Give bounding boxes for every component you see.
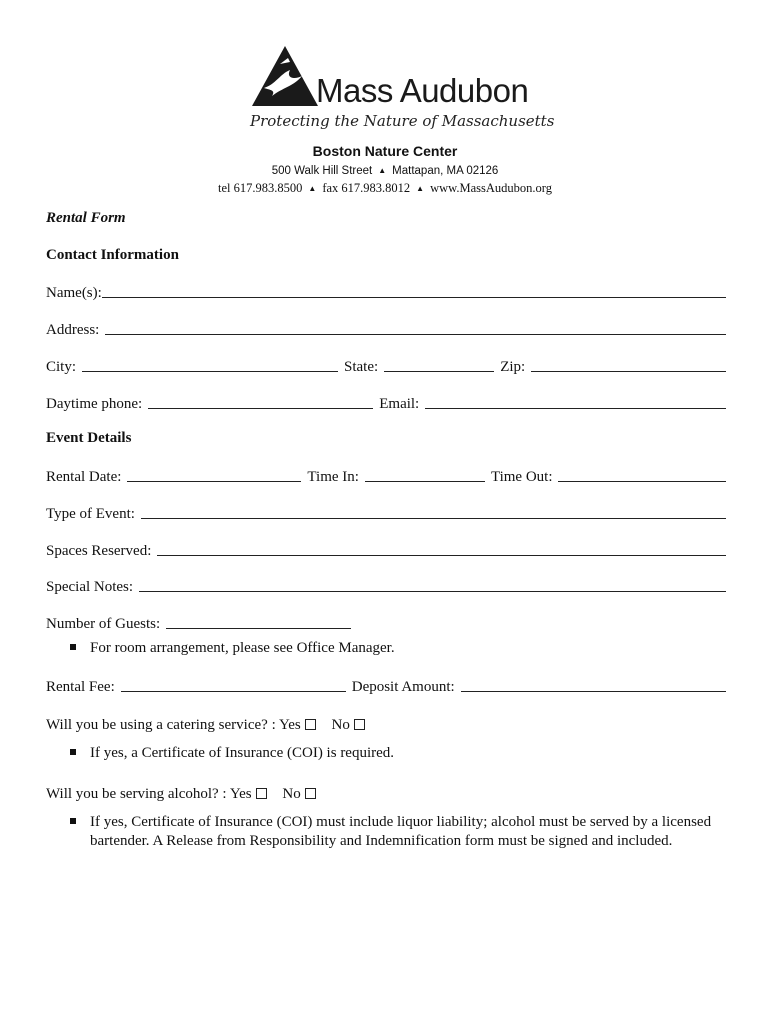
org-contact	[0, 181, 770, 196]
logo-name: Mass Audubon	[316, 72, 529, 109]
rental-fee-label: Rental Fee:	[46, 679, 115, 695]
state-label: State:	[344, 359, 379, 375]
names-field[interactable]	[102, 283, 726, 298]
deposit-field[interactable]	[461, 677, 726, 692]
names-label: Name(s):	[46, 285, 102, 301]
notes-field[interactable]	[139, 577, 726, 592]
address-field[interactable]	[105, 320, 726, 335]
email-field[interactable]	[425, 394, 726, 409]
org-tel: tel 617.983.8500	[218, 181, 303, 195]
contact-heading: Contact Information	[46, 247, 179, 263]
triangle-separator-icon: ▲	[308, 184, 317, 193]
city-label: City:	[46, 359, 77, 375]
zip-label: Zip:	[500, 359, 526, 375]
phone-field[interactable]	[148, 394, 373, 409]
form-title: Rental Form	[46, 210, 126, 226]
bullet-icon	[70, 818, 76, 824]
alcohol-yes-label: Yes	[229, 786, 252, 802]
time-in-field[interactable]	[365, 467, 485, 482]
rental-date-label: Rental Date:	[46, 469, 122, 485]
alcohol-question	[46, 786, 320, 803]
bullet-icon	[70, 749, 76, 755]
bullet-icon	[70, 644, 76, 650]
triangle-separator-icon: ▲	[378, 166, 387, 175]
time-out-label: Time Out:	[490, 469, 553, 485]
city-state-zip-row	[46, 354, 726, 376]
mass-audubon-logo	[250, 44, 555, 136]
alcohol-yes-checkbox[interactable]	[256, 788, 267, 799]
catering-question	[46, 717, 369, 734]
catering-no-label: No	[331, 717, 350, 733]
org-street: 500 Walk Hill Street	[271, 165, 373, 177]
alcohol-no-checkbox[interactable]	[305, 788, 316, 799]
fee-row	[46, 674, 726, 696]
catering-no-checkbox[interactable]	[354, 719, 365, 730]
alcohol-note	[70, 813, 750, 851]
org-name: Boston Nature Center	[312, 143, 458, 159]
catering-question-text: Will you be using a catering service? :	[46, 717, 276, 733]
catering-yes-checkbox[interactable]	[305, 719, 316, 730]
bird-mountain-logo-icon	[250, 44, 320, 110]
time-out-field[interactable]	[558, 467, 726, 482]
spaces-field[interactable]	[157, 541, 726, 556]
rental-fee-field[interactable]	[121, 677, 346, 692]
org-website: www.MassAudubon.org	[430, 181, 552, 195]
time-in-label: Time In:	[307, 469, 359, 485]
catering-yes-label: Yes	[278, 717, 301, 733]
date-time-row	[46, 464, 726, 486]
deposit-label: Deposit Amount:	[351, 679, 455, 695]
event-heading: Event Details	[46, 430, 132, 446]
city-field[interactable]	[82, 357, 338, 372]
guests-row	[46, 611, 346, 633]
notes-label: Special Notes:	[46, 579, 134, 595]
notes-row	[46, 574, 726, 596]
guests-note-text: For room arrangement, please see Office Manager.	[90, 640, 395, 656]
phone-email-row	[46, 391, 726, 413]
state-field[interactable]	[384, 357, 494, 372]
triangle-separator-icon: ▲	[416, 184, 425, 193]
alcohol-note-text: If yes, Certificate of Insurance (COI) must include liquor liability; alcohol must be served by a licensed bartender. A Release from Responsibility and Indemnification form must be signed and included.	[90, 814, 712, 849]
catering-note-text: If yes, a Certificate of Insurance (COI) is required.	[90, 745, 395, 761]
guests-field[interactable]	[166, 614, 351, 629]
org-address	[0, 165, 770, 177]
phone-label: Daytime phone:	[46, 396, 143, 412]
address-label: Address:	[46, 322, 100, 338]
event-type-label: Type of Event:	[46, 506, 135, 522]
email-label: Email:	[379, 396, 420, 412]
spaces-label: Spaces Reserved:	[46, 543, 152, 559]
rental-date-field[interactable]	[127, 467, 301, 482]
logo-tagline: Protecting the Nature of Massachusetts	[250, 112, 555, 130]
guests-label: Number of Guests:	[46, 616, 161, 632]
alcohol-question-text: Will you be serving alcohol? :	[46, 786, 227, 802]
alcohol-no-label: No	[282, 786, 301, 802]
type-row	[46, 501, 726, 523]
guests-note	[70, 639, 730, 658]
org-fax: fax 617.983.8012	[322, 181, 411, 195]
event-type-field[interactable]	[141, 504, 726, 519]
org-city: Mattapan, MA 02126	[392, 165, 499, 177]
zip-field[interactable]	[531, 357, 726, 372]
address-row	[46, 317, 726, 339]
names-row	[46, 280, 726, 302]
spaces-row	[46, 538, 726, 560]
catering-note	[70, 744, 730, 763]
